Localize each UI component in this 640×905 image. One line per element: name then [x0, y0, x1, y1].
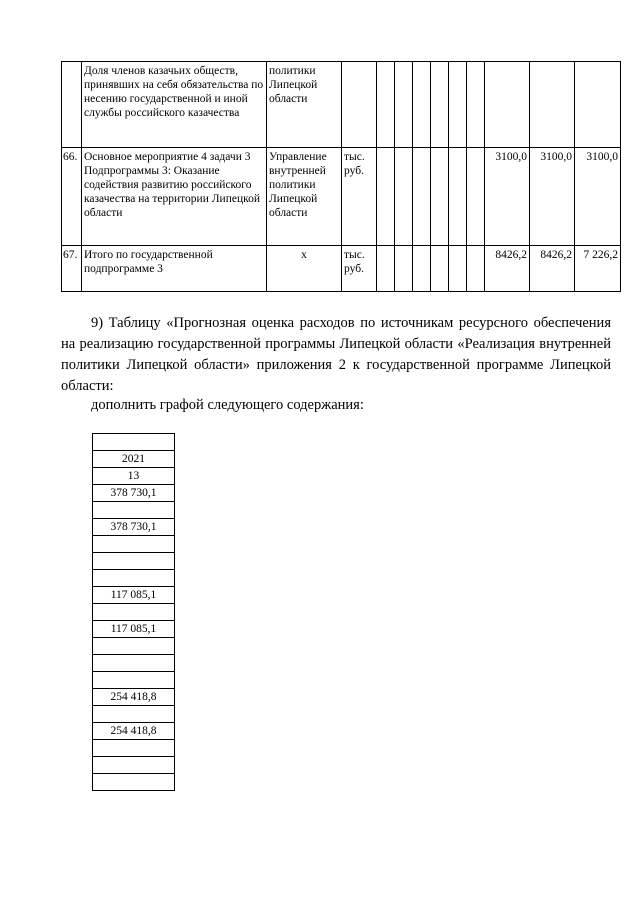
column-cell [93, 536, 175, 553]
empty-cell [377, 246, 395, 292]
column-cell [93, 774, 175, 791]
row-number [62, 62, 82, 148]
column-cell: 378 730,1 [93, 519, 175, 536]
column-cell: 117 085,1 [93, 621, 175, 638]
empty-cell [449, 246, 467, 292]
column-cell [93, 672, 175, 689]
column-cell: 2021 [93, 451, 175, 468]
row-name: Итого по государственной подпрограмме 3 [82, 246, 267, 292]
column-cell [93, 740, 175, 757]
empty-cell [395, 148, 413, 246]
row-executor: х [267, 246, 342, 292]
row-executor: Управление внутренней политики Липецкой области [267, 148, 342, 246]
row-number: 66. [62, 148, 82, 246]
row-value-2: 8426,2 [530, 246, 575, 292]
column-cell [93, 638, 175, 655]
empty-cell [377, 148, 395, 246]
row-name: Основное мероприятие 4 задачи 3 Подпрограммы 3: Оказание содействия развитию российского казачества на территории Липецкой области [82, 148, 267, 246]
empty-cell [449, 148, 467, 246]
row-value-2 [530, 62, 575, 148]
row-unit [342, 62, 377, 148]
added-column-table [92, 433, 175, 791]
row-unit: тыс. руб. [342, 148, 377, 246]
empty-cell [377, 62, 395, 148]
row-value-3 [575, 62, 621, 148]
column-cell [93, 604, 175, 621]
empty-cell [395, 246, 413, 292]
row-value-1: 8426,2 [485, 246, 530, 292]
empty-cell [413, 148, 431, 246]
column-cell: 13 [93, 468, 175, 485]
row-value-1: 3100,0 [485, 148, 530, 246]
column-cell [93, 757, 175, 774]
column-cell: 254 418,8 [93, 723, 175, 740]
row-value-3: 7 226,2 [575, 246, 621, 292]
budget-table [61, 61, 621, 292]
empty-cell [449, 62, 467, 148]
row-value-1 [485, 62, 530, 148]
empty-cell [431, 148, 449, 246]
column-cell: 254 418,8 [93, 689, 175, 706]
column-cell [93, 553, 175, 570]
empty-cell [395, 62, 413, 148]
table-row [62, 246, 621, 292]
row-number: 67. [62, 246, 82, 292]
row-unit: тыс. руб. [342, 246, 377, 292]
column-cell [93, 434, 175, 451]
empty-cell [431, 62, 449, 148]
empty-cell [467, 62, 485, 148]
empty-cell [413, 62, 431, 148]
table-row [62, 62, 621, 148]
empty-cell [413, 246, 431, 292]
table-row [62, 148, 621, 246]
row-value-3: 3100,0 [575, 148, 621, 246]
row-value-2: 3100,0 [530, 148, 575, 246]
instruction-paragraph: дополнить графой следующего содержания: [91, 397, 364, 413]
column-cell [93, 655, 175, 672]
column-cell [93, 706, 175, 723]
column-cell: 378 730,1 [93, 485, 175, 502]
row-executor: политики Липецкой области [267, 62, 342, 148]
column-cell [93, 502, 175, 519]
empty-cell [431, 246, 449, 292]
column-cell: 117 085,1 [93, 587, 175, 604]
empty-cell [467, 246, 485, 292]
empty-cell [467, 148, 485, 246]
amendment-paragraph: 9) Таблицу «Прогнозная оценка расходов по источникам ресурсного обеспечения на реализацию государственной программы Липецкой области «Реализация внутренней политики Липецкой области» приложения 2 к государственной программе Липецкой области: [61, 315, 611, 394]
row-name: Доля членов казачьих обществ, принявших на себя обязательства по несению государственной и иной службы российского казачества [82, 62, 267, 148]
column-cell [93, 570, 175, 587]
